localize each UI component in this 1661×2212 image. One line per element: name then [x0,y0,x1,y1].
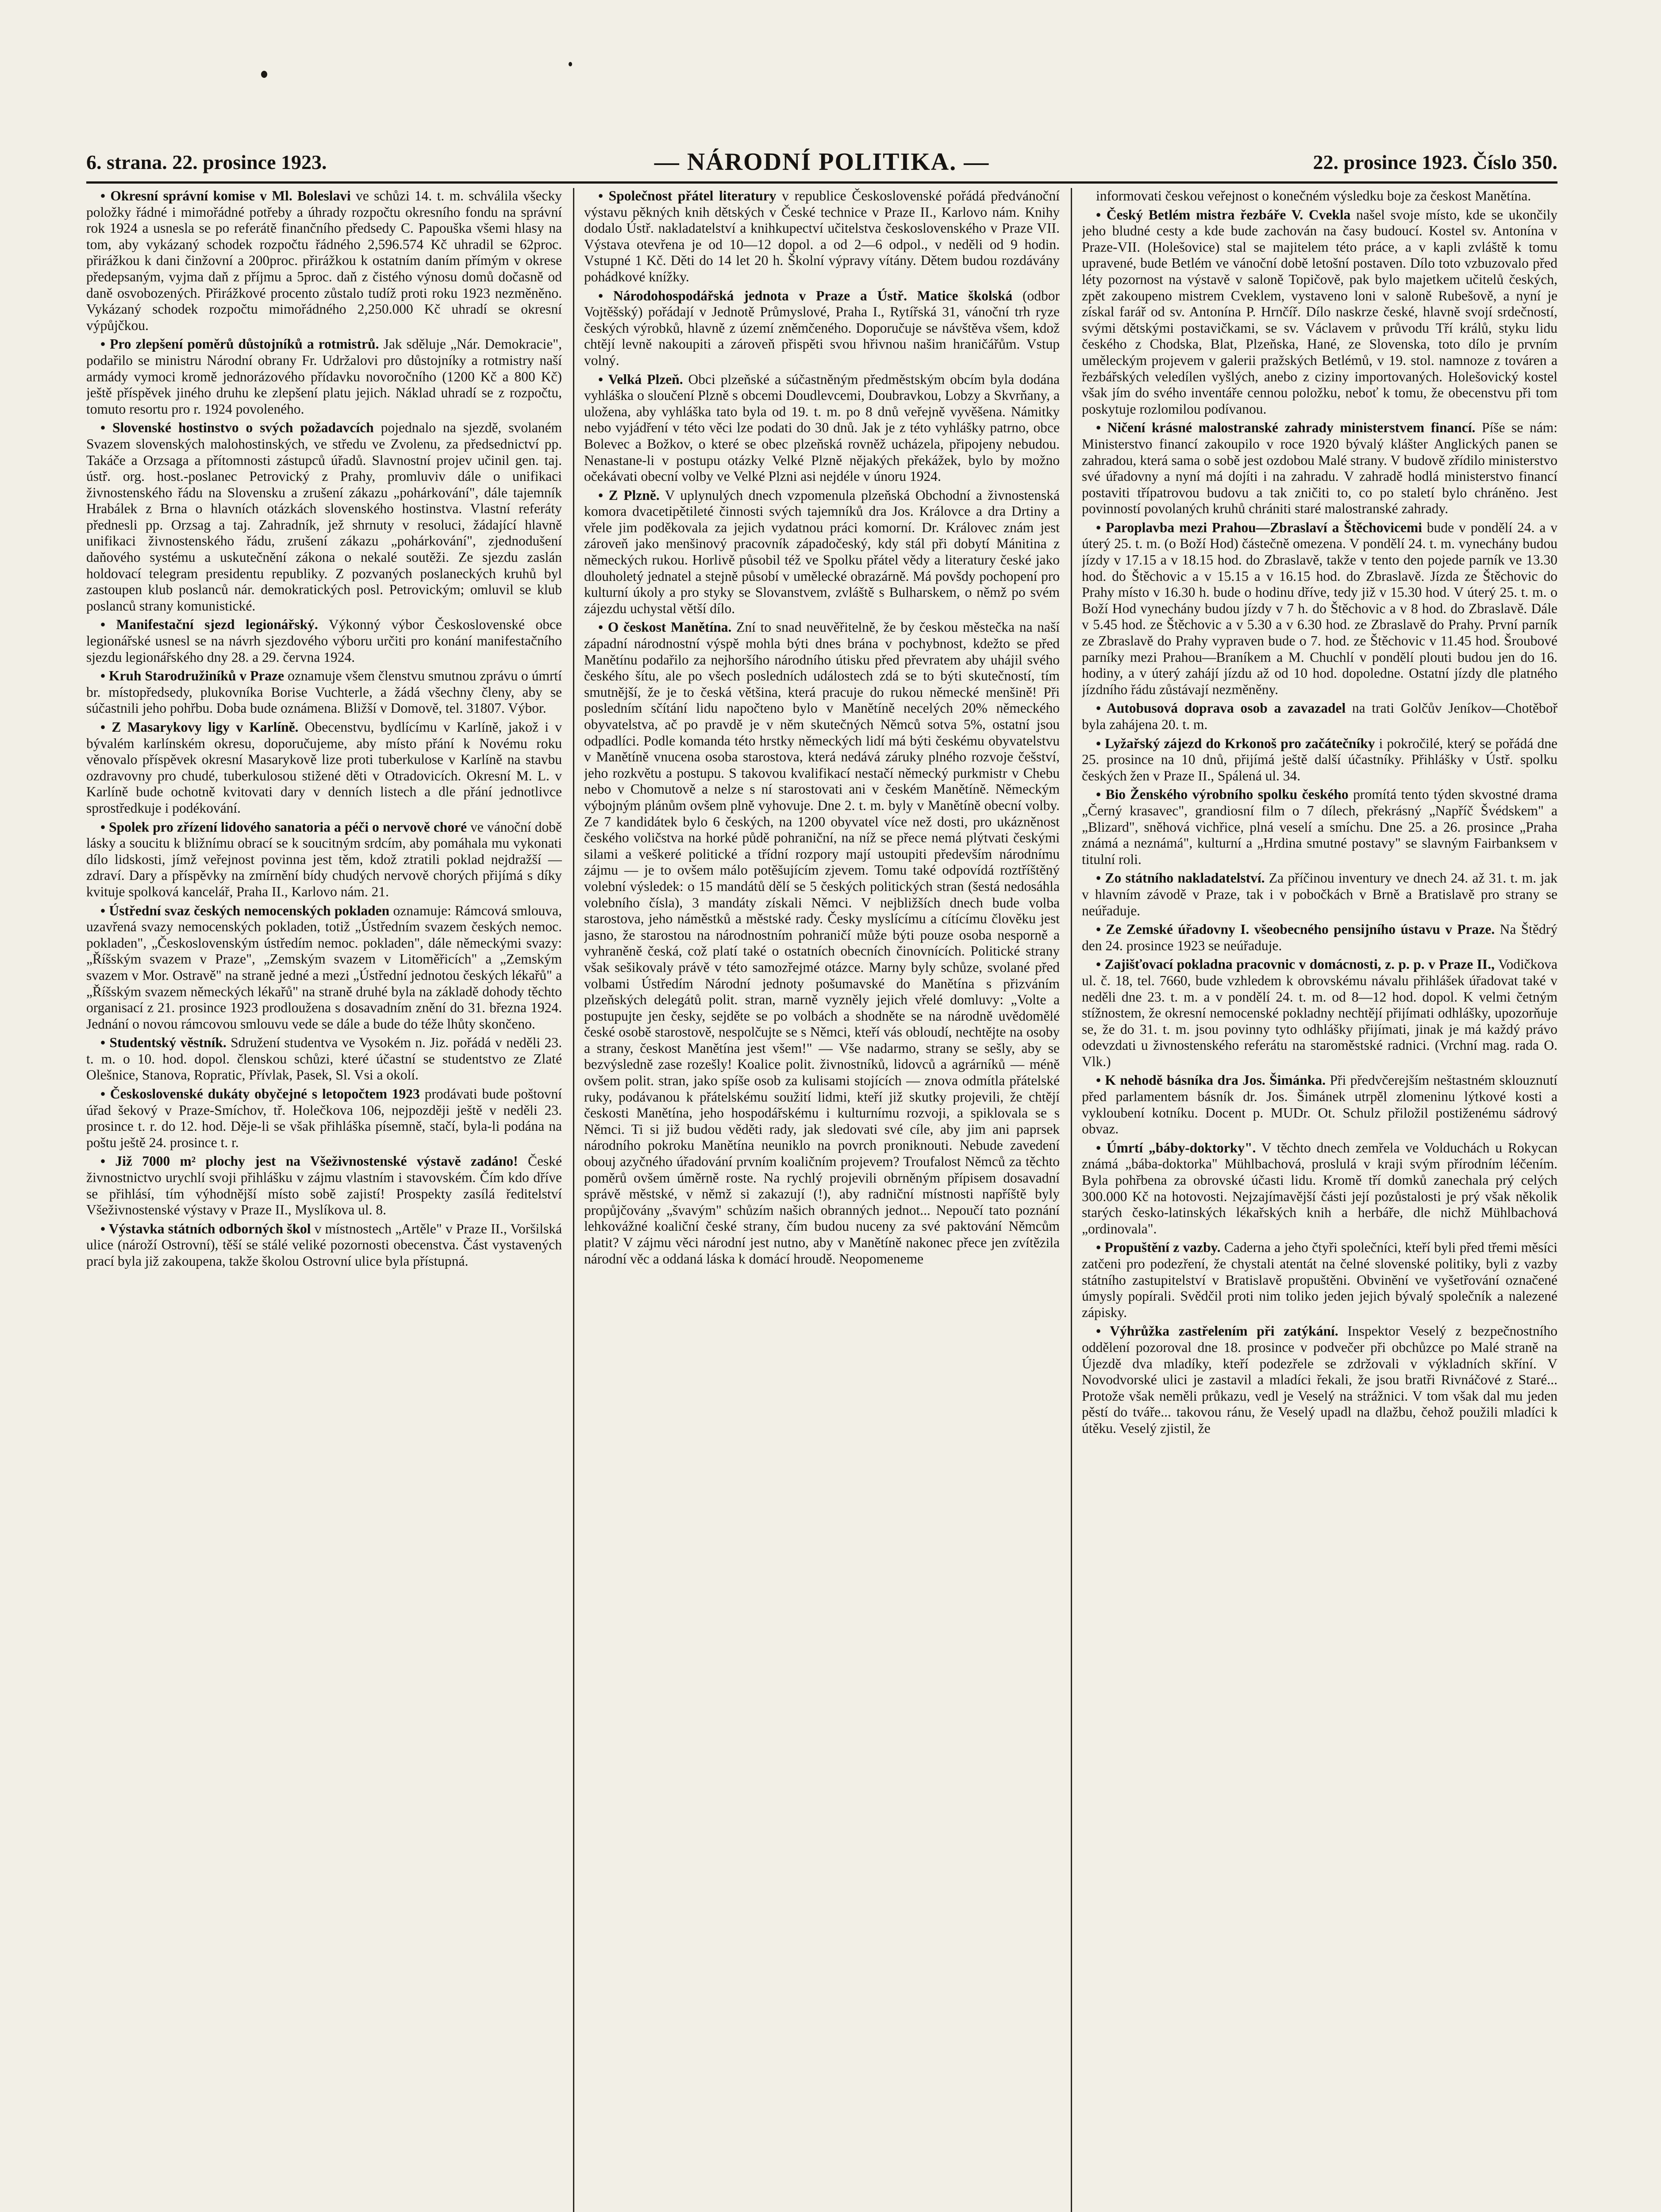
article [86,819,562,900]
article-body: v republice Československé pořádá předvánoční výstavu pěkných knih dětských v České technice v Praze II., Karlovo nám. Knihy dodalo Ústř. nakladatelství a knihkupectví učitelstva československého v Praze VII. Výstava otevřena je od 10—12 dopol. a od 2—6 odpol., v neděli od 9 hodin. Vstupné 1 Kč. Děti do 14 let 20 h. Školní výpravy vítány. Dětem budou rozdávány pohádkové knížky. [584,188,1060,284]
article-body: oznamuje všem členstvu smutnou zprávu o úmrtí br. místopředsedy, plukovníka Borise Vuchterle, a žádá všechny členy, aby se súčastnili jeho pohřbu. Doba bude oznámena. Bližší v Domově, tel. 31807. Výbor. [86,668,562,716]
article [86,617,562,665]
article-paragraph [86,420,562,614]
article-body: Při předvčerejším neštastném sklouznutí před parlamentem básník dr. Jos. Šimánek utrpěl zlomeninu lýtkové kosti a vykloubení kotníku. Docent p. MUDr. Ot. Schulz přiložil postiženému sádrový obvaz. [1082,1072,1557,1137]
article-paragraph [86,903,562,1033]
article-body: V těchto dnech zemřela ve Volduchách u Rokycan známá „bába-doktorka" Mühlbachová, proslulá v kraji svým přírodním léčením. Byla pohřbena za obrovské účasti lidu. Kromě tří domků zanechala prý celých 300.000 Kč na hotovosti. Nejzajímavější části její pozůstalosti je prý však několik starých česko-latinských lékařských knih a herbáře, dle nichž Mühlbachová „ordinovala". [1082,1140,1557,1237]
article-paragraph [1082,1240,1557,1321]
header-rule [86,181,1557,184]
article-paragraph [1082,700,1557,733]
article-body: Výkonný výbor Československé obce legionářské usnesl se na návrh sjezdového výboru určiti pro konání manifestačního sjezdu legionářského dny 28. a 29. června 1924. [86,617,562,665]
article-body: Sdružení studentva ve Vysokém n. Jiz. pořádá v neděli 23. t. m. o 10. hod. dopol. členskou schůzi, které účastní se studentstvo ze Zlaté Olešnice, Stanova, Ropratic, Přívlak, Pasek, Sl. Vsi a okolí. [86,1035,562,1083]
article-paragraph [1082,922,1557,954]
article-paragraph [1082,870,1557,919]
article-body: Inspektor Veselý z bezpečnostního oddělení pozoroval dne 18. prosince v podvečer při obchůzce po Malé straně na Újezdě dva mladíky, kteří podezřele se zdržovali v výkladních skříní. V Novodvorské ulici je zastavil a mladíci řekali, že jsou bratři Rivnáčové z Staré... Protože však neměli průkazu, vedl je Veselý na strážnici. V tom však dal mu jeden pěstí do tváře... takovou ránu, že Veselý upadl na dlažbu, čehož použili mladíci k útěku. Veselý zjistil, že [1082,1323,1557,1436]
page-number-date: 6. strana. 22. prosince 1923. [86,151,327,173]
article-title: • O českost Manětína. [598,619,732,635]
article-paragraph [86,1153,562,1218]
column-2 [584,188,1060,2212]
article [1082,520,1557,698]
article-body: bude v pondělí 24. a v úterý 25. t. m. (o Boží Hod) částečně omezena. V pondělí 24. t. m. vynechány budou jízdy v 17.15 a v 18.15 hod. do Zbraslavě, takže v tento den pojede parník ve 13.30 hod. do Štěchovic a v 15.15 a v 16.15 hod. do Zbraslavě. Jízda ze Štěchovic do Prahy místo v 16.30 h. bude o hodinu dříve, tedy již v 15.30 hod. V úterý 25. t. m. o Boží Hod vynechány budou jízdy v 7 h. do Štěchovic a v 8 hod. do Zbraslavě. Dále v 5.45 hod. ze Štěchovic a v 5.30 a v 6.30 hod. ze Zbraslavě do Prahy. První parník ze Zbraslavě do Prahy vypraven bude o 7. hod. ze Štěchovic v 11.45 hod. Šroubové parníky mezi Prahou—Braníkem a M. Chuchlí v pondělí plouti budou jen do 16. hodiny, a v úterý zahájí jízdu až od 10 hod. dopoledne. Ostatní jízdy dle platného jízdního řádu zůstávají nezměněny. [1082,519,1557,697]
column-1 [86,188,562,2212]
article-body: Na Štědrý den 24. prosince 1923 se neúřaduje. [1082,922,1557,953]
article-body: ve vánoční době lásky a soucitu k bližnímu obrací se k soucitným srdcím, aby pomáhala mu vykonati dílo lidskosti, jímž veřejnost povinna jest těm, kdož ztratili poklad nejdražší — zdraví. Dary a příspěvky na zmírnění bídy chudých nervově chorých přijímá s díky kvituje spolková kancelář, Praha II., Karlovo nám. 21. [86,819,562,899]
article-paragraph [1082,520,1557,698]
article-title: • Paroplavba mezi Prahou—Zbraslaví a Štěchovicemi [1096,519,1422,535]
article-body: na trati Golčův Jeníkov—Chotěboř byla zahájena 20. t. m. [1082,700,1557,732]
article [584,188,1060,285]
article [86,1221,562,1270]
article [1082,1072,1557,1137]
article [1082,420,1557,517]
article-title: • Český Betlém mistra řezbáře V. Cvekla [1096,207,1351,223]
article-title: • Propuštění z vazby. [1096,1240,1221,1256]
article [86,1153,562,1218]
article-title: • Výstavka státních odborných škol [100,1221,311,1237]
article-title: • Z Masarykovy ligy v Karlíně. [100,719,299,735]
column-divider [1071,188,1072,2212]
article [1082,922,1557,954]
article-title: • Již 7000 m² plochy jest na Všeživnostenské výstavě zadáno! [100,1153,518,1169]
article [86,668,562,717]
article-title: • Úmrtí „báby-doktorky". [1096,1140,1256,1156]
article-body: informovati českou veřejnost o konečném výsledku boje za českost Manětína. [1096,188,1531,204]
article [86,1035,562,1083]
article-body: Za příčinou inventury ve dnech 24. až 31. t. m. jak v hlavním závodě v Praze, tak i v pobočkách v Brně a Bratislavě pro strany se neúřaduje. [1082,870,1557,918]
article-title: • Autobusová doprava osob a zavazadel [1096,700,1346,716]
article-title: • Manifestační sjezd legionářský. [100,617,318,633]
article [1082,956,1557,1070]
newspaper-masthead: — NÁRODNÍ POLITIKA. — [654,148,990,176]
article [584,372,1060,485]
article-paragraph [86,719,562,817]
article-body: České živnostnictvo urychlí svoji přihlášku v zájmu vlastním i stavovském. Čím kdo dříve se přihlásí, tím výhodnější místo sobě zajistí! Prospekty zasílá ředitelství Všeživnostenské výstavy v Praze II., Myslíkova ul. 8. [86,1153,562,1218]
article [1082,1323,1557,1436]
article-title: • Společnost přátel literatury [598,188,777,204]
article-title: • Československé dukáty obyčejné s letopočtem 1923 [100,1086,420,1102]
article-body: Jak sděluje „Nár. Demokracie", podařilo se ministru Národní obrany Fr. Udržalovi pro důstojníky a rotmistry naší armády vymoci kromě jednorázového přídavku novoročního (1200 Kč a 800 Kč) ještě příspěvek jiného druhu ke zlepšení platu jejich. Náklad uhradí se z rozpočtu, tomuto resortu pro r. 1924 povoleného. [86,336,562,417]
article-title: • Zajišťovací pokladna pracovnic v domácnosti, z. p. p. v Praze II., [1096,956,1495,972]
article-body: promítá tento týden skvostné drama „Černý krasavec", grandiosní film o 7 dílech, překrásný „Napříč Švédskem" a „Blizard", sněhová vichřice, plná veselí a smíchu. Dne 25. a 26. prosince „Praha známá a neznámá", kulturní a „Hrdina smutné postavy" se slavným Fairbanksem v titulní roli. [1082,787,1557,867]
article-body: prodávati bude poštovní úřad šekový v Praze-Smíchov, tř. Holečkova 106, nejpozději ještě v neděli 23. prosince t. r. do 12. hod. Děje-li se však přihláška písemně, stačí, byla-li podána na poštu ještě 24. prosince t. r. [86,1086,562,1150]
article-body: v místnostech „Artěle" v Praze II., Voršilská ulice (nároží Ostrovní), těší se stálé veliké pozornosti obecenstva. Část vystavených prací byla již zakoupena, takže školou Ostrovní ulice byla přístupná. [86,1221,562,1269]
article [86,1086,562,1151]
article-body: ve schůzi 14. t. m. schválila všecky položky řádné i mimořádné potřeby a úhrady rozpočtu okresního fondu na správní rok 1924 a usnesla se po referátě finančního předsedy C. Papouška všemi hlasy na tom, aby vykázaný schodek rozpočtu řádného 2,596.574 Kč uhradil se 62proc. přirážkou k dani činžovní a 200proc. přirážkou k ostatním daním přímým v okrese předepsaným, vyjma daň z příjmu a 5proc. daň z čistého výnosu domů dočasně od daně osvobozených. Přirážkové procento zůstalo tudíž proti roku 1923 nezměněno. Vykázaný schodek rozpočtu mimořádného 2,250.000 Kč uhradí se okresní výpůjčkou. [86,188,562,333]
article-title: • Okresní správní komise v Ml. Boleslavi [100,188,351,204]
article-paragraph [584,619,1060,1267]
article-paragraph [86,188,562,334]
paper-speck [569,62,572,66]
article-paragraph [86,336,562,417]
article-title: • Studentský věstník. [100,1035,227,1051]
article-paragraph [86,668,562,717]
article-paragraph [1082,420,1557,517]
article-paragraph [584,372,1060,485]
article-title: • Národohospodářská jednota v Praze a Ústř. Matice školská [598,288,1013,303]
article-paragraph [86,1035,562,1083]
article-title: • Bio Ženského výrobního spolku českého [1096,787,1349,803]
article [1082,1240,1557,1321]
article-title: • Ústřední svaz českých nemocenských pokladen [100,902,390,918]
article-title: • Lyžařský zájezd do Krkonoš pro začátečníky [1096,735,1375,751]
article-paragraph [86,1086,562,1151]
article-body: Obci plzeňské a súčastněným předměstským obcím byla dodána vyhláška o sloučení Plzně s obcemi Doudlevcemi, Doubravkou, Lobzy a Skvrňany, a uložena, aby vyhláška tato byla od 19. t. m. po 8 dnů veřejně vyvěšena. Námitky nebo vyjádření v této věci lze podati do 30 dnů. Jak je z této vyhlášky patrno, obce Bolevec a Božkov, o které se obec plzeňská rovněž ucházela, připojeny nebudou. Nenastane-li v postupu otázky Velké Plzně nějakých překážek, bylo by možno očekávati obecní volby ve Velké Plzni asi nejdéle v únoru 1924. [584,371,1060,484]
article-title: • Spolek pro zřízení lidového sanatoria a péči o nervově choré [100,819,467,835]
article-body: oznamuje: Rámcová smlouva, uzavřená svazy nemocenských pokladen, totiž „Ústředním svazem českých nemoc. pokladen", „Československým ústředím nemoc. pokladen", dále německými svazy: „Říšským svazem v Praze", „Zemským svazem v Litoměřicích" a „Zemským svazem v Mor. Ostravě" na straně jedné a mezi „Ústřední jednotou českých lékařů" a „Říšským svazem německých lékařů" na straně druhé byla na základě dohody těchto organisací z 21. prosince 1923 prodloužena s dosavadním znění do 31. března 1924. Jednání o novou rámcovou smlouvu vede se dále a bude do téže lhůty skončeno. [86,902,562,1032]
article-paragraph [1082,1140,1557,1237]
article-paragraph [1082,188,1557,204]
article [1082,207,1557,418]
article-paragraph [1082,1072,1557,1137]
article-paragraph [584,288,1060,369]
column-3 [1082,188,1557,2212]
article [86,336,562,417]
article-paragraph [1082,956,1557,1070]
page-header [86,150,1557,186]
article-title: • Výhrůžka zastřelením při zatýkání. [1096,1323,1338,1339]
article [86,903,562,1033]
article-body: pojednalo na sjezdě, svolaném Svazem slovenských malohostinských, ve středu ve Zvolenu, za předsednictví pp. Takáče a Orzsaga a přítomnosti zástupců úřadů. Slavnostní projev učinil gen. taj. ústř. org. host.-poslanec Petrovický z Prahy, promluviv dále o unifikaci živnostenského řádu na Slovensku a zrušení zákazu „pohárkování", dále tajemník Hrabálek z Brna o hlavních otázkách slovenského hostinstva. Vlastní referáty přednesli pp. Orzsag a taj. Zahradník, jež shrnuty v resoluci, žádající hlavně unifikaci živnostenského řádu, zrušení zákazu „pohárkování", zjednodušení daňového systému a uskutečnění zákona o nekalé soutěži. Ze sjezdu zaslán holdovací telegram presidentu republiky. Z pozvaných poslaneckých kruhů byl zastoupen klub poslanců nár. demokratických posl. Petrovickým; omluvil se klub poslanců strany komunistické. [86,420,562,614]
article-body: našel svoje místo, kde se ukončily jeho bludné cesty a kde bude zachován na časy budoucí. Kostel sv. Antonína v Praze-VII. (Holešovice) stal se majitelem této práce, a v kapli zvláště k tomu upravené, bude Betlém ve vánoční době letošní postaven. Dílo toto vzbuzovalo před léty pozornost na výstavě v saloně Topičově, pak bylo majetkem učitelů českých, zpět zakoupeno mistrem Cveklem, vystaveno loni v saloně Rubešově, a nyní je získal farář od sv. Antonína P. Hrnčíř. Dílo naskrze české, hlavně svojí srdečností, svými dětskými postavičkami, se sv. Václavem v průvodu Tří králů, styku lidu českého z Chodska, Blat, Plzeňska, Hané, ze Slovenska, toto dílo je prvním uměleckým projevem v galerii pražských Betlémů, v 19. stol. namnoze z továren a řezbářských veledílen vyšlých, anebo z ciziny importovaných. Holešovický kostel však jím do svého inventáře cennou položku, neboť k tomu, že obecenstvu při tom poskytuje rozlomilou podívanou. [1082,207,1557,417]
article-paragraph [1082,736,1557,784]
article-title: • Slovenské hostinstvo o svých požadavcích [100,420,374,436]
article-body: (odbor Vojtěšský) pořádají v Jednotě Průmyslové, Praha I., Rytířská 31, vánoční trh ryze českých výrobků, hlavně z území zněmčeného. Doporučuje se návštěva všem, kdož chtějí levně nakoupiti a zároveň přispěti svou hřivnou našim hraničářům. Vstup volný. [584,288,1060,368]
article [584,619,1060,1267]
article-body: i pokročilé, který se pořádá dne 25. prosince na 10 dnů, přijímá ještě další účastníky. Přihlášky v Ústř. spolku českých žen v Praze II., Spálená ul. 34. [1082,735,1557,783]
article-title: • Kruh Starodružiníků v Praze [100,668,285,684]
article-body: V uplynulých dnech vzpomenula plzeňská Obchodní a živnostenská komora dvacetipětileté činnosti svých tajemníků dra Jos. Královce a dra Drtiny a vřele jim poděkovala za jejich vydatnou práci komorní. Dr. Královec znám jest zároveň jako menšinový pracovník západočeský, kdy stál při dobytí Mánitina z německých rukou. Horlivě působil též ve Spolku přátel vědy a literatury české jako dlouholetý jednatel a stejně působí v umělecké obrazárně. Má povšdy pochopení pro kulturní úkoly a pro styky se Slovanstvem, zvláště s Bulharskem, o němž po svém zájezdu uchystal větší dílo. [584,487,1060,616]
paper-speck [261,71,267,78]
article-paragraph [1082,1323,1557,1436]
article-body: Zní to snad neuvěřitelně, že by českou městečka na naší západní národnostní výspě mohla býti dnes brána v pochybnost, kdežto se před Manětínu podařilo za nejhoršího národního útisku před převratem aby uhájil svého českého šítu, ale po všech posledních událostech zdá se to býti skutečností, tím smutnější, že je to česká většina, která pracuje do rukou německé menšině! Při posledním sčítání lidu napočteno bylo v Manětíně necelých 20% německého obyvatelstva, ač po pravdě je v něm skutečných Němců sotva 5%, ostatní jsou odpadlíci. Podle komanda této hrstky německých lidí má býti českému obyvatelstvu v Manětíně vnucena osoba starostova, která nedává záruky plného rozvoje češství, jeho rozkvětu a postupu. S takovou kvalifikací nestačí německý purkmistr v Chebu nebo v Chomutově a nelze s ní starostovati ani v českém Manětíně. Německým výbojným plánům ovšem plně vyhovuje. Dne 2. t. m. byly v Manětíně obecní volby. Ze 7 kandidátek bylo 6 českých, na 1200 obyvatel více než dosti, pro ukázněnost českého voličstva na horké půdě pohraniční, na níž se přece nemá plýtvati českými silami a veškeré politické a třídní rozpory mají ustoupiti především národnímu zájmu — je to ovšem málo potěšujícím zjevem. Tomu také odpovídá roztříštěný volební výsledek: o 15 mandátů dělí se 5 českých politických stran (šestá nedosáhla volebního čísla), 3 mandáty získali Němci. V nejbližších dnech bude volba starostova, jeho náměstků a městské rady. Česky myslícímu a cítícímu člověku jest jasno, že starostou na národnostním pohraničí může býti pouze osoba nesporně a vyhraněně česká, což platí také o ostatních obecních činovnících. Politické strany však sešikovaly právě v této samozřejmé otázce. Marny byly schůze, svolané před volbami Ústředím Národní jednoty pošumavské do Manětína s přizváním plzeňských delegátů polit. stran, marně vyzněly jejich vřelé domluvy: „Volte a postupujte jen česky, sejděte se po volbách a shodněte se na národně uvědomělé české osobě starostově, nespolčujte se s Němci, kteří vás obloudí, nechtějte na osoby a strany, českost Manětína jest všem!" — Vše nadarmo, strany se sešly, aby se bezvýsledně zase rozešly! Koalice polit. živnostníků, lidovců a agrárníků — méně ovšem polit. stran, jako spíše osob za kulisami stojících — znova odmítla přátelské ruky, podávanou k přátelskému soužití lidmi, kteří již skutky projevili, že chtějí českosti Manětína, jeho hospodářskému i kulturnímu rozvoji, a spiklovala se s Němci. Ti si již budou věděti rady, jak sledovati své cíle, aby jim ani paprsek národního pokroku Manětína neuniklo na povrch proniknouti. Nebude zavedení obouj azyčného úřadování prvním koaličním projevem? Troufalost Němců za těchto poměrů ovšem úměrně roste. Na rychlý projevili obrněným přípisem dosavadní správě městské, v němž si zakazují (!), aby radniční místnosti napříště byly propůjčovány „švavým" schůzím našich obranných jednot... Nepoučí tato poznání lehkovážné koaliční české strany, čím budou nuceny za své paktování Němcům platit? V zájmu věci národní jest nutno, aby v Manětíně nakonec přece jen zvítězila národní věc a oddaná láska k domácí hroudě. Neopomeneme [584,619,1060,1267]
article [1082,736,1557,784]
article-title: • Ničení krásné malostranské zahrady ministerstvem financí. [1096,420,1476,436]
article-title: • Ze Zemské úřadovny I. všeobecného pensijního ústavu v Praze. [1096,922,1495,937]
article-paragraph [1082,787,1557,868]
article-paragraph [1082,207,1557,418]
article-body: Píše se nám: Ministerstvo financí zakoupilo v roce 1920 bývalý klášter Anglických panen se zahradou, která sama o sobě jest ozdobou Malé strany. V budově zřídilo ministerstvo své úřadovny a nyní má dojíti i na zahradu. V zahradě hodlá ministerstvo financí postaviti třípatrovou budovu a tak zničiti to, co po staletí bylo chráněno. Jest povinností povolaných kruhů chrániti staré malostranské zahrady. [1082,420,1557,517]
article-body: Vodičkova ul. č. 18, tel. 7660, bude vzhledem k obrovskému návalu přihlášek úřadovat také v neděli dne 23. t. m. a v pondělí 24. t. m. od 8—12 hod. dopol. K velmi četným stížnostem, že okresní nemocenské pokladny nechtějí přijímati odhlášky, upozorňuje se, že do 31. t. m. jsou povinny tyto odhlášky přijímati, jinak je má každý právo odevzdati u živnostenského referátu na staroměstské radnici. (Vrchní mag. rada O. Vlk.) [1082,956,1557,1069]
article [584,488,1060,617]
article-paragraph [86,819,562,900]
article-title: • Z Plzně. [598,487,660,503]
article-paragraph [584,188,1060,285]
article-body: Caderna a jeho čtyři společníci, kteří byli před třemi měsíci zatčeni pro podezření, že chystali atentát na čelné slovenské politiky, byli z vazby státního zastupitelství v Bratislavě propuštěni. Obvinění ve vyšetřování označené úmysly popírali. Svědčil proti nim toliko jeden jejich bývalý společník a nalezené zápisky. [1082,1240,1557,1320]
article [1082,700,1557,733]
article [1082,787,1557,868]
article-title: • Zo státního nakladatelství. [1096,870,1265,886]
article-body: Obecenstvu, bydlícímu v Karlíně, jakož i v bývalém karlínském okresu, doporučujeme, aby místo přání k Novému roku věnovalo příspěvek okresní Masarykově lize proti tuberkulose v Karlíně na stavbu ozdravovny pro chudé, tuberkulosou stižené děti v Otradovicích. Okresní M. L. v Karlíně bude ochotně kvitovati dary v denních listech a dle přání jednotlivce sprostředkuje i podékování. [86,719,562,816]
article-title: • Velká Plzeň. [598,371,683,387]
article-title: • Pro zlepšení poměrů důstojníků a rotmistrů. [100,336,379,352]
article [86,719,562,817]
article-paragraph [584,488,1060,617]
article-title: • K nehodě básníka dra Jos. Šimánka. [1096,1072,1326,1088]
article [1082,870,1557,919]
article [1082,1140,1557,1237]
article [86,420,562,614]
issue-date-number: 22. prosince 1923. Číslo 350. [1313,151,1557,173]
article [584,288,1060,369]
article [1082,188,1557,204]
article [86,188,562,334]
article-paragraph [86,1221,562,1270]
article-paragraph [86,617,562,665]
column-divider [573,188,574,2212]
